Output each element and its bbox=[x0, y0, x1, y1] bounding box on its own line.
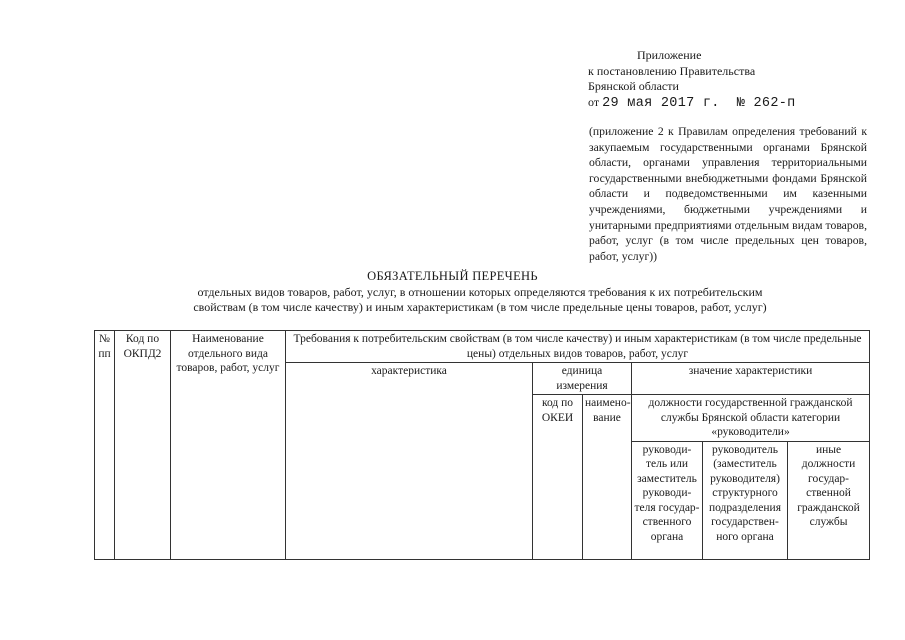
document-subtitle bbox=[120, 285, 840, 314]
requirements-table bbox=[94, 330, 870, 560]
decree-number: № 262-п bbox=[736, 95, 796, 111]
col-header-okpd: Код по ОКПД2 bbox=[115, 331, 171, 560]
appendix-line3: Брянской области bbox=[588, 79, 679, 93]
appendix-block bbox=[588, 48, 878, 111]
appendix-note: (приложение 2 к Правилам определения требований к закупаемым государственными органами Брянской области, органами управления территориальными государственными внебюджетными фондами Брянской области и подведомственными им казенными учреждениями, бюджетными учреждениями и унитарными предприятиями отдельным видам товаров, работ, услуг (в том числе предельных цен товаров, работ, услуг)) bbox=[589, 125, 867, 263]
subtitle-line1: отдельных видов товаров, работ, услуг, в отношении которых определяются требования к их потребительским bbox=[197, 285, 763, 299]
col-header-unit-name: наимено-вание bbox=[583, 395, 632, 560]
appendix-line2: к постановлению Правительства bbox=[588, 63, 756, 78]
decree-date: 29 мая 2017 г. bbox=[602, 95, 720, 111]
col-header-name: Наименование отдельного вида товаров, работ, услуг bbox=[171, 331, 286, 560]
appendix-date-line bbox=[588, 95, 878, 112]
subtitle-line2: свойствам (в том числе качеству) и иным характеристикам (в том числе предельные цены товаров, работ, услуг) bbox=[193, 299, 767, 314]
col-header-positions: должности государственной гражданской службы Брянской области категории «руководители» bbox=[632, 395, 870, 442]
col-header-okei: код по ОКЕИ bbox=[533, 395, 583, 560]
col-header-number: № пп bbox=[95, 331, 115, 560]
col-header-other: иные должности государ-ственной гражданской службы bbox=[788, 441, 870, 559]
col-header-head: руководи-тель или заместитель руководи-теля государ-ственного органа bbox=[632, 441, 703, 559]
date-prefix: от bbox=[588, 94, 600, 109]
col-header-requirements: Требования к потребительским свойствам (в том числе качеству) и иным характеристикам (в том числе предельные цены) отдельных видов товаров, работ, услуг bbox=[286, 331, 870, 363]
document-title: ОБЯЗАТЕЛЬНЫЙ ПЕРЕЧЕНЬ bbox=[367, 269, 538, 283]
col-header-unit: единица измерения bbox=[533, 363, 632, 395]
col-header-struct-head: руководитель (заместитель руководителя) структурного подразделения государствен-ного органа bbox=[703, 441, 788, 559]
appendix-line1: Приложение bbox=[637, 48, 702, 62]
col-header-value: значение характеристики bbox=[632, 363, 870, 395]
col-header-characteristic: характеристика bbox=[286, 363, 533, 560]
